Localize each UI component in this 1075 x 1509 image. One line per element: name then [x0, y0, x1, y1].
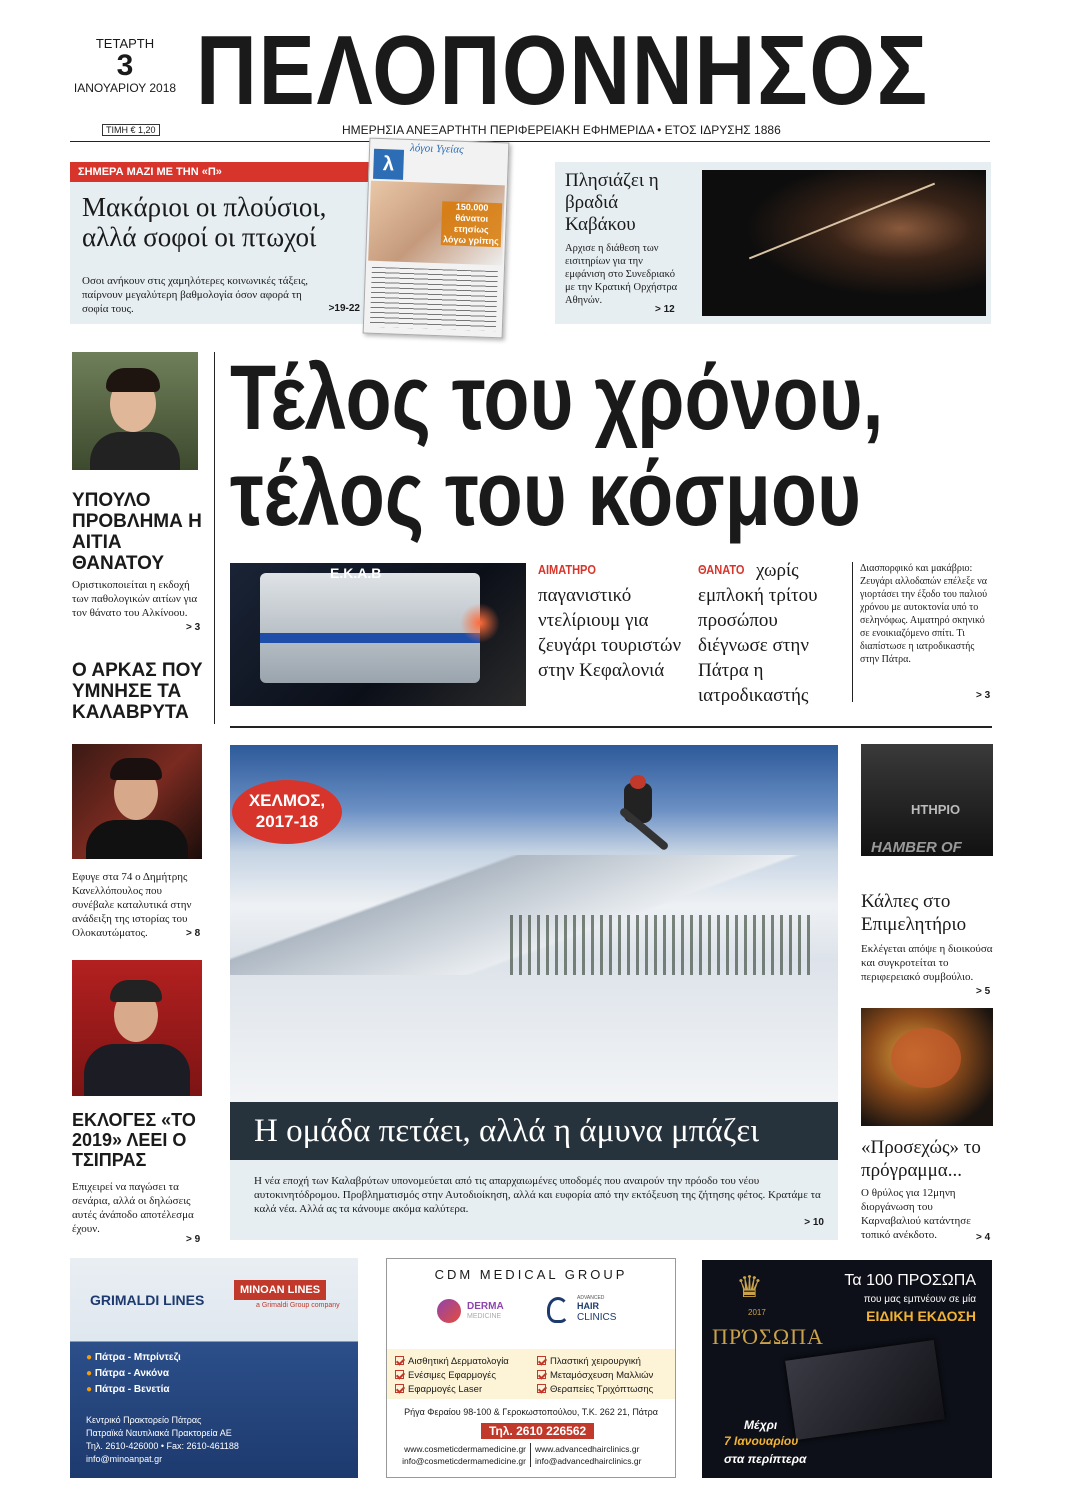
- cdm-title: CDM MEDICAL GROUP: [434, 1267, 628, 1282]
- prosopa-crown-icon: ♛: [736, 1271, 763, 1304]
- newspaper-title: ΠΕΛΟΠΟΝΝΗΣΟΣ: [196, 15, 929, 125]
- main-col3-text: Διασπορφικό και μακάβριο: Ζευγάρι αλλοδαπών επέλεξε να γιορτάσει την έξοδο του παλιού χρόνου με αυτοκτονία υπό το σεληνόφως. Αιματηρό σκηνικό σε ενοικιαζόμενο σπίτι. Τι διαπίστωσε η ιατροδικαστής στην Πάτρα.: [860, 563, 988, 665]
- main-col3-divider: [852, 562, 853, 702]
- derma-text: DERMA: [467, 1301, 504, 1312]
- main-bottom-divider: [230, 726, 992, 728]
- prosopa-until: Μέχρι: [744, 1418, 778, 1432]
- cdm-phone: Τηλ. 2610 226562: [481, 1423, 594, 1439]
- service-3-label: Εφαρμογές Laser: [408, 1384, 483, 1395]
- man1-suit: [86, 820, 188, 859]
- service-1-label: Αισθητική Δερματολογία: [408, 1356, 509, 1367]
- left-story2-headline: Ο ΑΡΚΑΣ ΠΟΥ ΥΜΝΗΣΕ ΤΑ ΚΑΛΑΒΡΥΤΑ: [72, 660, 203, 723]
- right-story1-text: Εκλέγεται απόψε η διοικούσα και συγκροτείται το περιφερειακό συμβούλιο.: [861, 943, 993, 983]
- service-3: [395, 1383, 509, 1397]
- promo-box: [70, 162, 370, 324]
- ambulance-label: Ε.Κ.Α.Β: [330, 565, 382, 581]
- helmos-ref: > 10: [804, 1217, 824, 1228]
- man2-suit: [84, 1044, 190, 1096]
- kavakos-box: [555, 162, 991, 324]
- minoan-logo: MINOAN LINES: [234, 1280, 326, 1300]
- derma-logo: [437, 1295, 537, 1331]
- cdm-address: Ρήγα Φεραίου 98-100 & Γεροκωστοπούλου, Τ.Κ. 262 21, Πάτρα: [404, 1407, 658, 1417]
- service-1: [395, 1355, 509, 1369]
- service-4-label: Πλαστική χειρουργική: [550, 1356, 641, 1367]
- prosopa-date: 7 Ιανουαρίου: [724, 1434, 799, 1448]
- left-story3-text: Εφυγε στα 74 ο Δημήτρης Κανελλόπουλος που συνέβαλε καταλυτικά στην ανάδειξη της ιστορίας του Ολοκαυτώματος.: [72, 871, 192, 939]
- main-headline-2: τέλος του κόσμου: [230, 443, 861, 545]
- snowboarder: [610, 775, 670, 855]
- prosopa-line3: ΕΙΔΙΚΗ ΕΚΔΟΣΗ: [866, 1308, 976, 1324]
- magazine-logo: λ: [373, 149, 404, 180]
- derma-sub: MEDICINE: [467, 1313, 502, 1320]
- helmos-text: Η νέα εποχή των Καλαβρύτων υπονομεύεται από τις απαρχαιωμένες υποδομές που αναιρούν την πρόοδο του νέου αυτοκινητόδρομου. Προβληματισμός στην Αυτοδιοίκηση, αλλά και ευφορία από την εκτόξευση της ζήτησης φέτος. Κρατάμε τα καλά νέα. Αλλά ας τα κάνουμε ακόμα καλύτερα.: [254, 1175, 821, 1215]
- service-2: [395, 1369, 509, 1383]
- main-col1-tag: ΑΙΜΑΤΗΡΟ: [538, 562, 597, 577]
- kavakos-text: Αρχισε η διάθεση των εισιτηρίων για την εμφάνιση στο Συνεδριακό με την Κρατική Ορχήστρα Αθηνών.: [565, 243, 678, 306]
- left-story3-ref: > 8: [186, 928, 201, 939]
- service-2-label: Ενέσιμες Εφαρμογές: [408, 1370, 496, 1381]
- prosopa-logo: ΠΡΌΣΩΠΑ: [712, 1324, 824, 1349]
- ambulance-light: [460, 603, 500, 643]
- magazine-text-lines: [370, 267, 498, 331]
- service-5-label: Μεταμόσχευση Μαλλιών: [550, 1370, 654, 1381]
- helmos-caption: Η ομάδα πετάει, αλλά η άμυνα μπάζει: [230, 1102, 838, 1160]
- chamber-text-1: ΗΤΗΡΙΟ: [911, 802, 961, 817]
- teen-hair: [106, 368, 160, 392]
- left-story4-headline: ΕΚΛΟΓΕΣ «ΤΟ 2019» ΛΕΕΙ Ο ΤΣΙΠΡΑΣ: [72, 1110, 196, 1170]
- kanellopoulos-photo: [72, 744, 202, 859]
- newspaper-subtitle: ΗΜΕΡΗΣΙΑ ΑΝΕΞΑΡΤΗΤΗ ΠΕΡΙΦΕΡΕΙΑΚΗ ΕΦΗΜΕΡΙΔΑ • ΕΤΟΣ ΙΔΡΥΣΗΣ 1886: [342, 123, 781, 137]
- right-story1-headline: Κάλπες στο Επιμελητήριο: [861, 891, 967, 935]
- right-story2-ref: > 4: [976, 1232, 991, 1243]
- carnival-photo: [861, 1008, 993, 1126]
- man2-hair: [110, 980, 162, 1002]
- service-4: [537, 1355, 653, 1369]
- cdm-services-left: [395, 1355, 509, 1397]
- helmos-badge: [232, 780, 342, 844]
- prosopa-year: 2017: [748, 1308, 766, 1317]
- left-col-divider: [214, 352, 215, 724]
- kavakos-ref: > 12: [655, 304, 675, 315]
- main-col2-text: χωρίς εμπλοκή τρίτου προσώπου διέγνωσε στην Πάτρα η ιατροδικαστής: [698, 560, 818, 706]
- prosopa-line2: που μας εμπνέουν σε μία: [863, 1294, 976, 1305]
- main-col2-tag: ΘΑΝΑΤΟ: [698, 562, 745, 577]
- promo-tag: ΣΗΜΕΡΑ ΜΑΖΙ ΜΕ ΤΗΝ «Π»: [70, 162, 370, 182]
- magazine-title: λόγοι Υγείας: [409, 142, 464, 156]
- route-1: ● Πάτρα - Μπρίντεζι: [86, 1352, 181, 1363]
- left-story4-ref: > 9: [186, 1234, 201, 1245]
- left-story4-text: Επιχειρεί να παγώσει τα σενάρια, αλλά οι δηλώσεις αυτές άνάποδο αποτέλεσμα έχουν.: [72, 1181, 194, 1235]
- service-6-label: Θεραπείες Τριχόπτωσης: [550, 1384, 654, 1395]
- route-2-label: Πάτρα - Ανκόνα: [94, 1368, 169, 1379]
- masthead-divider: [70, 141, 990, 142]
- main-ref: > 3: [976, 690, 991, 701]
- cdm-web-left: [395, 1443, 531, 1467]
- chamber-photo: [861, 744, 993, 856]
- main-headline-1: Τέλος του χρόνου,: [230, 347, 884, 449]
- tsipras-photo: [72, 960, 202, 1096]
- date-block: [70, 36, 180, 95]
- cdm-web-right: [535, 1443, 671, 1467]
- grimaldi-contact: [86, 1414, 239, 1466]
- weekday: ΤΕΤΑΡΤΗ: [95, 36, 155, 51]
- kavakos-headline: Πλησιάζει η βραδιά Καβάκου: [565, 170, 659, 235]
- grimaldi-office: Κεντρικό Πρακτορείο Πάτρας: [86, 1415, 202, 1425]
- prosopa-ad[interactable]: [702, 1260, 992, 1478]
- cdm-ad[interactable]: [386, 1258, 676, 1478]
- cdm-services-right: [537, 1355, 653, 1397]
- price-tag: ΤΙΜΗ € 1,20: [102, 124, 160, 136]
- hair-advanced: ADVANCED: [577, 1295, 605, 1301]
- cdm-services: [387, 1349, 675, 1399]
- carnival-mask: [891, 1028, 961, 1088]
- route-3: ● Πάτρα - Βενετία: [86, 1384, 170, 1395]
- prosopa-where: στα περίπτερα: [724, 1452, 807, 1466]
- ambulance-stripe: [260, 633, 480, 643]
- man1-hair: [110, 758, 162, 780]
- hair-icon: [547, 1297, 569, 1323]
- teen-shirt: [90, 432, 180, 470]
- helmos-badge-line2: 2017-18: [255, 812, 319, 831]
- day-number: 3: [116, 49, 134, 82]
- magazine-cover-text: 150.000 θάνατοι ετησίως λόγω γρίπης: [441, 201, 502, 247]
- hair-text: HAIR: [577, 1301, 599, 1311]
- main-col1-text: παγανιστικό ντελίριουμ για ζευγάρι τουριστών στην Κεφαλονιά: [538, 585, 682, 681]
- derma-mail[interactable]: info@cosmeticdermamedicine.gr: [402, 1456, 526, 1466]
- left-story1-text: Οριστικοποιείται η εκδοχή των παθολογικών αιτίων για τον θάνατο του Αλκίνοου.: [72, 579, 198, 619]
- promo-text: Οσοι ανήκουν στις χαμηλότερες κοινωνικές τάξεις, παίρνουν μεγαλύτερη βαθμολογία όσον αφορά τη σοφία τους.: [82, 275, 309, 315]
- route-2: ● Πάτρα - Ανκόνα: [86, 1368, 169, 1379]
- ambulance-body: [260, 573, 480, 683]
- prosopa-magazine: [785, 1340, 945, 1440]
- chamber-text-2: HAMBER OF: [871, 839, 962, 856]
- hair-logo: [547, 1293, 647, 1333]
- ambulance-photo: [230, 563, 526, 706]
- grimaldi-agency: Πατραϊκά Ναυτιλιακά Πρακτορεία ΑΕ: [86, 1428, 232, 1438]
- service-5: [537, 1369, 653, 1383]
- derma-web[interactable]: www.cosmeticdermamedicine.gr: [404, 1444, 526, 1454]
- magazine-cover: [363, 138, 510, 339]
- grimaldi-ad[interactable]: [70, 1258, 358, 1478]
- teen-portrait-photo: [72, 352, 198, 470]
- promo-headline-1: Μακάριοι οι πλούσιοι,: [82, 192, 327, 222]
- promo-ref: >19-22: [328, 303, 360, 314]
- right-story2-headline: «Προσεχώς» το πρόγραμμα...: [861, 1137, 981, 1181]
- minoan-sub: a Grimaldi Group company: [256, 1302, 340, 1309]
- grimaldi-phone: Τηλ. 2610-426000 • Fax: 2610-461188: [86, 1441, 239, 1451]
- prosopa-line1: Τα 100 ΠΡΟΣΩΠΑ: [844, 1272, 976, 1289]
- grimaldi-email[interactable]: info@minoanpat.gr: [86, 1454, 163, 1464]
- helmos-badge-line1: ΧΕΛΜΟΣ,: [248, 791, 326, 810]
- hair-web[interactable]: www.advancedhairclinics.gr: [535, 1444, 640, 1454]
- violin-bow: [749, 183, 935, 260]
- left-story1-headline: ΥΠΟΥΛΟ ΠΡΟΒΛΗΜΑ Η ΑΙΤΙΑ ΘΑΝΑΤΟΥ: [72, 490, 202, 574]
- service-6: [537, 1383, 653, 1397]
- forest: [510, 915, 810, 975]
- grimaldi-routes: [86, 1350, 181, 1398]
- derma-icon: [437, 1299, 461, 1323]
- left-story1-ref: > 3: [186, 622, 201, 633]
- route-1-label: Πάτρα - Μπρίντεζι: [94, 1352, 181, 1363]
- month-year: ΙΑΝΟΥΑΡΙΟΥ 2018: [73, 81, 177, 95]
- right-story1-ref: > 5: [976, 986, 991, 997]
- grimaldi-logo: GRIMALDI LINES: [90, 1292, 205, 1308]
- hair-mail[interactable]: info@advancedhairclinics.gr: [535, 1456, 642, 1466]
- promo-headline-2: αλλά σοφοί οι πτωχοί: [82, 222, 317, 252]
- violinist-photo: [702, 170, 986, 316]
- helmos-text-box: [230, 1160, 838, 1240]
- rider-head: [630, 775, 646, 789]
- right-story2-text: Ο θρύλος για 12μηνη διοργάνωση του Καρναβαλιού κατάντησε τοπικό ανέκδοτο.: [861, 1187, 971, 1241]
- hair-clinics: CLINICS: [577, 1312, 617, 1323]
- route-3-label: Πάτρα - Βενετία: [94, 1384, 170, 1395]
